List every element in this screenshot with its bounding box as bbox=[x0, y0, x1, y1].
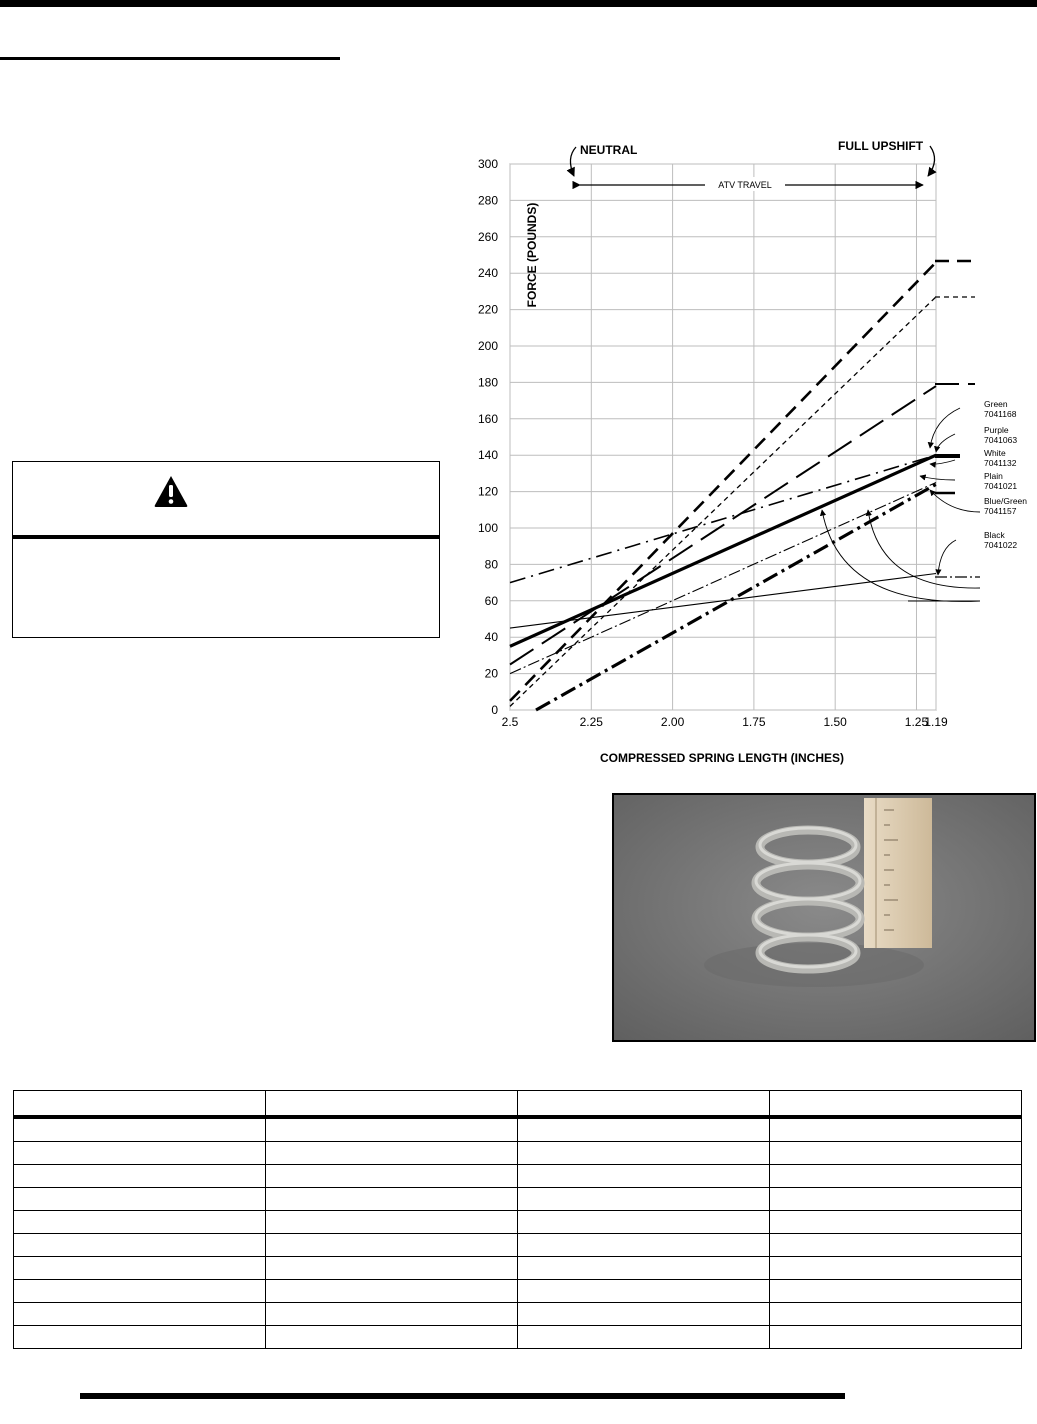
table-cell bbox=[518, 1211, 770, 1234]
section-heading-rule bbox=[0, 57, 340, 60]
chart-legend bbox=[984, 399, 1027, 550]
y-tick-label: 140 bbox=[477, 448, 498, 463]
legend-label: Blue/Green bbox=[984, 496, 1027, 506]
table-cell bbox=[770, 1117, 1022, 1142]
table-body bbox=[14, 1117, 1022, 1349]
x-axis-title: COMPRESSED SPRING LENGTH (INCHES) bbox=[599, 751, 845, 765]
series-line bbox=[510, 262, 936, 701]
y-tick-label: 180 bbox=[477, 375, 498, 390]
x-tick-label: 1.50 bbox=[823, 715, 847, 729]
chart-grid bbox=[510, 164, 936, 710]
chart-ticks bbox=[478, 157, 948, 729]
table-cell bbox=[518, 1117, 770, 1142]
table-row bbox=[14, 1142, 1022, 1165]
series-line bbox=[510, 455, 936, 646]
table-cell bbox=[770, 1165, 1022, 1188]
y-tick-label: 100 bbox=[477, 521, 498, 535]
table-header-cell bbox=[14, 1091, 266, 1118]
table-cell bbox=[266, 1234, 518, 1257]
table-cell bbox=[14, 1280, 266, 1303]
table-cell bbox=[770, 1234, 1022, 1257]
neutral-label: NEUTRAL bbox=[580, 143, 638, 157]
spring-spec-table bbox=[13, 1090, 1022, 1349]
y-tick-label: 160 bbox=[477, 411, 498, 426]
table-row bbox=[14, 1303, 1022, 1326]
table-cell bbox=[14, 1257, 266, 1280]
table-cell bbox=[770, 1257, 1022, 1280]
legend-part-number: 7041063 bbox=[984, 435, 1018, 445]
table-cell bbox=[14, 1211, 266, 1234]
series-line bbox=[536, 484, 936, 710]
y-axis-title: FORCE (POUNDS) bbox=[525, 202, 539, 308]
y-tick-label: 240 bbox=[477, 266, 498, 281]
table-cell bbox=[266, 1303, 518, 1326]
x-tick-label: 2.25 bbox=[579, 715, 603, 729]
warning-box bbox=[12, 461, 440, 638]
table-row bbox=[14, 1234, 1022, 1257]
y-tick-label: 300 bbox=[477, 157, 498, 171]
table-row bbox=[14, 1257, 1022, 1280]
chart-series bbox=[510, 262, 936, 710]
legend-part-number: 7041021 bbox=[984, 481, 1018, 491]
table-row bbox=[14, 1188, 1022, 1211]
y-tick-label: 280 bbox=[477, 193, 498, 208]
legend-part-number: 7041022 bbox=[984, 540, 1018, 550]
y-tick-label: 220 bbox=[477, 302, 498, 317]
warning-triangle-icon bbox=[153, 474, 189, 508]
table-header-cell bbox=[266, 1091, 518, 1118]
series-line bbox=[510, 483, 936, 674]
y-tick-label: 60 bbox=[484, 593, 498, 608]
legend-part-number: 7041168 bbox=[984, 409, 1017, 419]
table-row bbox=[14, 1117, 1022, 1142]
table-cell bbox=[518, 1326, 770, 1349]
atv-travel-label: ATV TRAVEL bbox=[718, 180, 772, 190]
table-cell bbox=[266, 1117, 518, 1142]
table-cell bbox=[14, 1188, 266, 1211]
y-tick-label: 200 bbox=[477, 339, 498, 353]
table-cell bbox=[518, 1142, 770, 1165]
table-cell bbox=[518, 1165, 770, 1188]
table-row bbox=[14, 1165, 1022, 1188]
x-tick-label: 1.75 bbox=[742, 715, 766, 729]
top-rule bbox=[0, 0, 1037, 7]
spring-force-chart bbox=[460, 130, 1027, 775]
legend-part-number: 7041132 bbox=[984, 458, 1017, 468]
x-tick-label: 2.5 bbox=[501, 715, 519, 729]
y-tick-label: 120 bbox=[477, 484, 498, 499]
table-cell bbox=[770, 1326, 1022, 1349]
table-header-cell bbox=[770, 1091, 1022, 1118]
table-row bbox=[14, 1280, 1022, 1303]
table-cell bbox=[266, 1326, 518, 1349]
table-cell bbox=[518, 1188, 770, 1211]
table-cell bbox=[266, 1211, 518, 1234]
table-row bbox=[14, 1326, 1022, 1349]
y-tick-label: 260 bbox=[477, 229, 498, 244]
table-cell bbox=[266, 1142, 518, 1165]
legend-label: Purple bbox=[984, 425, 1009, 435]
table-cell bbox=[770, 1188, 1022, 1211]
table-cell bbox=[518, 1257, 770, 1280]
table-cell bbox=[14, 1165, 266, 1188]
full-upshift-label: FULL UPSHIFT bbox=[838, 139, 924, 153]
table-cell bbox=[770, 1211, 1022, 1234]
table-cell bbox=[518, 1280, 770, 1303]
x-tick-label: 1.25 bbox=[904, 715, 929, 729]
table-cell bbox=[770, 1303, 1022, 1326]
legend-label: Green bbox=[984, 399, 1008, 409]
table-cell bbox=[14, 1234, 266, 1257]
table-cell bbox=[14, 1117, 266, 1142]
series-line bbox=[510, 386, 936, 664]
legend-part-number: 7041157 bbox=[984, 506, 1017, 516]
y-tick-label: 20 bbox=[484, 666, 498, 681]
table-cell bbox=[14, 1326, 266, 1349]
y-tick-label: 40 bbox=[484, 630, 498, 645]
table-cell bbox=[518, 1303, 770, 1326]
footer-rule bbox=[80, 1393, 845, 1399]
table-cell bbox=[770, 1142, 1022, 1165]
table-cell bbox=[14, 1142, 266, 1165]
table-cell bbox=[266, 1257, 518, 1280]
legend-label: Black bbox=[984, 530, 1005, 540]
plot-frame bbox=[510, 164, 936, 710]
warning-header bbox=[13, 462, 439, 539]
legend-label: White bbox=[984, 448, 1006, 458]
table-cell bbox=[266, 1188, 518, 1211]
legend-label: Plain bbox=[984, 471, 1003, 481]
x-tick-label: 2.00 bbox=[660, 715, 685, 729]
table-header-cell bbox=[518, 1091, 770, 1118]
table-cell bbox=[770, 1280, 1022, 1303]
x-tick-label: 1.19 bbox=[924, 715, 948, 729]
table-cell bbox=[518, 1234, 770, 1257]
table-header-row bbox=[14, 1091, 1022, 1118]
chart-annotations bbox=[525, 139, 980, 765]
table-cell bbox=[14, 1303, 266, 1326]
table-cell bbox=[266, 1280, 518, 1303]
table-row bbox=[14, 1211, 1022, 1234]
table-cell bbox=[266, 1165, 518, 1188]
spring-photo bbox=[612, 793, 1036, 1042]
y-tick-label: 80 bbox=[484, 557, 498, 572]
y-tick-label: 0 bbox=[491, 703, 498, 717]
spring-photo-image bbox=[614, 795, 1034, 1040]
